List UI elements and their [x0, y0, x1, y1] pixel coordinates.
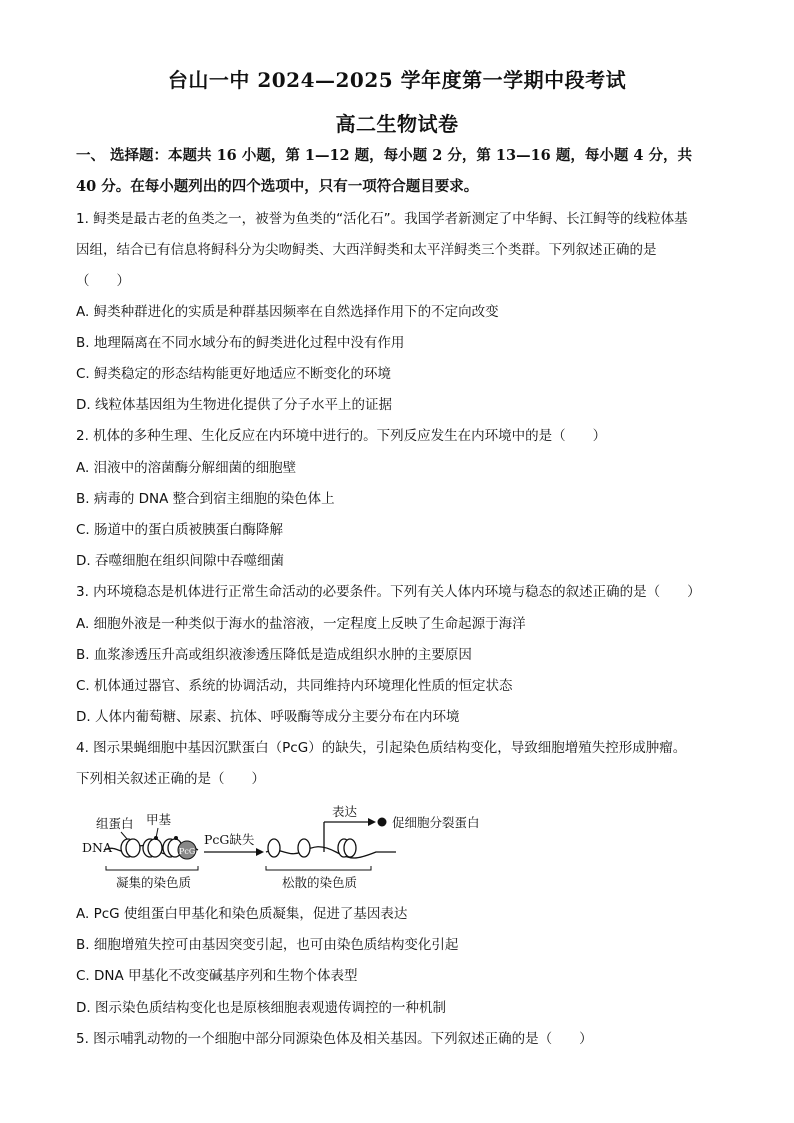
q1-stem-line: 因组，结合已有信息将鲟科分为尖吻鲟类、大西洋鲟类和太平洋鲟类三个类群。下列叙述正确的是	[76, 242, 657, 258]
q1-answer-blank: （ ）	[76, 273, 130, 289]
q1-stem-line: 1. 鲟类是最古老的鱼类之一，被誉为鱼类的“活化石”。我国学者新测定了中华鲟、长江鲟等的线粒体基	[76, 211, 688, 227]
q5-stem: 5. 图示哺乳动物的一个细胞中部分同源染色体及相关基因。下列叙述正确的是（ ）	[76, 1031, 593, 1047]
q1-option-a: A. 鲟类种群进化的实质是种群基因频率在自然选择作用下的不定向改变	[76, 304, 499, 320]
q4-option-d: D. 图示染色质结构变化也是原核细胞表观遗传调控的一种机制	[76, 1000, 446, 1016]
condensed-bracket	[106, 866, 198, 870]
q2-option-b: B. 病毒的 DNA 整合到宿主细胞的染色体上	[76, 491, 335, 507]
pcg-label: PcG	[179, 847, 196, 856]
q2-stem: 2. 机体的多种生理、生化反应在内环境中进行的。下列反应发生在内环境中的是（ ）	[76, 428, 607, 444]
q4-option-a: A. PcG 使组蛋白甲基化和染色质凝集，促进了基因表达	[76, 906, 408, 922]
product-label: 促细胞分裂蛋白	[392, 815, 480, 830]
dna-label: DNA	[82, 840, 112, 855]
section-instructions-line: 40 分。在每小题列出的四个选项中，只有一项符合题目要求。	[76, 178, 479, 195]
q3-option-d: D. 人体内葡萄糖、尿素、抗体、呼吸酶等成分主要分布在内环境	[76, 709, 460, 725]
nucleosome-icon	[148, 839, 162, 857]
q2-option-a: A. 泪液中的溶菌酶分解细菌的细胞壁	[76, 460, 297, 476]
histone-label: 组蛋白	[96, 816, 134, 831]
methyl-dot-icon	[154, 836, 158, 840]
exam-title: 台山一中 2024—2025 学年度第一学期中段考试	[167, 68, 627, 92]
q2-option-d: D. 吞噬细胞在组织间隙中吞噬细菌	[76, 553, 284, 569]
nucleosome-icon	[344, 839, 356, 857]
express-label: 表达	[332, 804, 358, 819]
q3-stem: 3. 内环境稳态是机体进行正常生命活动的必要条件。下列有关人体内环境与稳态的叙述正确的是（ ）	[76, 584, 701, 600]
arrowhead-icon	[256, 848, 264, 856]
q4-option-c: C. DNA 甲基化不改变碱基序列和生物个体表型	[76, 968, 358, 984]
arrowhead-icon	[368, 818, 376, 826]
loose-bracket	[266, 866, 371, 870]
q3-option-b: B. 血浆渗透压升高或组织液渗透压降低是造成组织水肿的主要原因	[76, 647, 472, 663]
dna-strand-loose	[266, 847, 396, 858]
methyl-dot-icon	[174, 836, 178, 840]
q1-option-c: C. 鲟类稳定的形态结构能更好地适应不断变化的环境	[76, 366, 392, 382]
q4-stem-line: 4. 图示果蝇细胞中基因沉默蛋白（PcG）的缺失，引起染色质结构变化，导致细胞增殖失控形成肿瘤。	[76, 740, 687, 756]
exam-subtitle: 高二生物试卷	[335, 112, 459, 136]
q1-option-b: B. 地理隔离在不同水域分布的鲟类进化过程中没有作用	[76, 335, 405, 351]
q4-stem-line: 下列相关叙述正确的是（ ）	[76, 771, 265, 787]
nucleosome-group	[121, 836, 182, 857]
loose-label: 松散的染色质	[282, 875, 358, 890]
pcg-loss-label: PcG缺失	[204, 832, 255, 847]
q4-option-b: B. 细胞增殖失控可由基因突变引起，也可由染色质结构变化引起	[76, 937, 459, 953]
nucleosome-icon	[268, 839, 280, 857]
condensed-label: 凝集的染色质	[116, 875, 192, 890]
q1-option-d: D. 线粒体基因组为生物进化提供了分子水平上的证据	[76, 397, 392, 413]
section-instructions-line: 一、 选择题：本题共 16 小题，第 1—12 题，每小题 2 分，第 13—16 题，每小题 4 分，共	[76, 147, 693, 164]
nucleosome-icon	[298, 839, 310, 857]
section-instructions	[76, 140, 726, 202]
q3-option-a: A. 细胞外液是一种类似于海水的盐溶液，一定程度上反映了生命起源于海洋	[76, 616, 526, 632]
methyl-label: 甲基	[146, 812, 172, 827]
chromatin-diagram	[76, 800, 496, 895]
q3-option-c: C. 机体通过器官、系统的协调活动，共同维持内环境理化性质的恒定状态	[76, 678, 513, 694]
q2-option-c: C. 肠道中的蛋白质被胰蛋白酶降解	[76, 522, 284, 538]
nucleosome-icon	[126, 839, 140, 857]
protein-dot-icon	[378, 818, 387, 827]
